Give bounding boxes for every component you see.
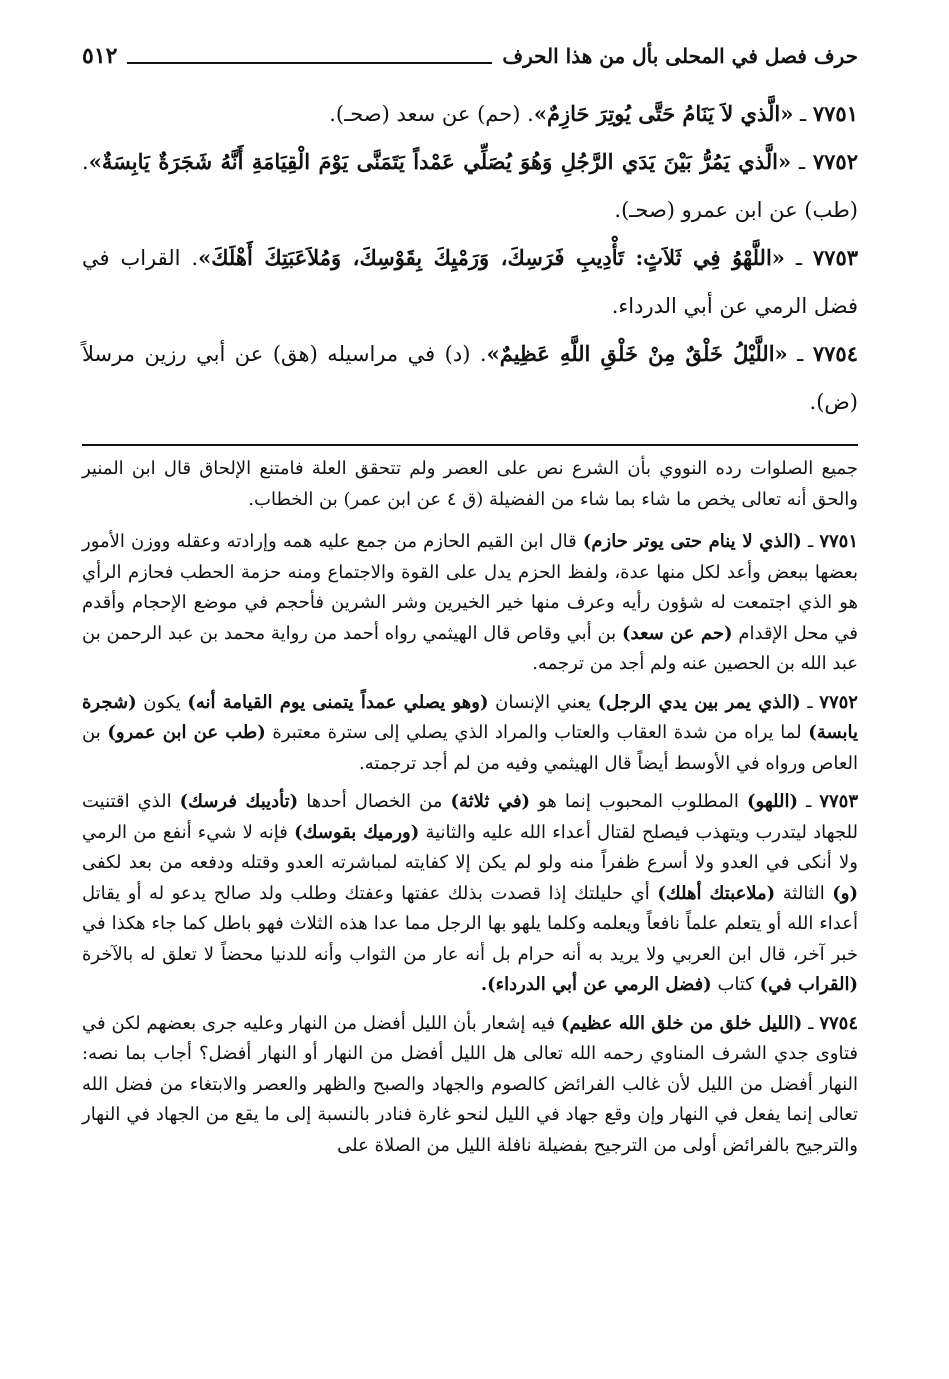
commentary-number: ٧٧٥٤	[819, 1012, 858, 1034]
commentary	[82, 454, 858, 1161]
hadith-text: «اللَّهْوُ فِي ثَلاَثٍ: تَأْدِيبِ فَرَسِكَ، وَرَمْيِكَ بِقَوْسِكَ، وَمُلاَعَبَتِكَ أَهْلَكَ»	[198, 245, 785, 270]
commentary-quote: (وهو يصلي عمداً يتمنى يوم القيامة أنه)	[187, 691, 489, 713]
running-title: حرف فصل في المحلى بأل من هذا الحرف	[502, 44, 858, 68]
hadith-text: «الَّذي يَمُرُّ بَيْنَ يَدَي الرَّجُلِ وَهُوَ يُصَلِّي عَمْداً يَتَمَنَّى يَوْمَ الْقِيَامَةِ أَنَّهُ شَجَرَةٌ يَابِسَةٌ»	[88, 149, 792, 174]
commentary-quote: (ورميك بقوسك)	[294, 821, 420, 843]
commentary-body: فيه إشعار بأن الليل أفضل من النهار وعليه جرى بعضهم لكن في فتاوى جدي الشرف المناوي رحمه الله تعالى هل الليل أفضل من النهار أو النهار أفضل؟ أجاب بما نصه: النهار أفضل من الليل لأن غالب الفرائض كالصوم والجهاد والصبح والظهر والعصر والابتغاء من فضل الله تعالى إنما يفعل في النهار وإن وقع جهاد في الليل لنحو غارة فنادر بالنسبة إلى ما يقع من الجهاد في النهار والترجيح بالفرائض أولى من الترجيح بفضيلة نافلة الليل من الصلاة على	[82, 1012, 859, 1156]
commentary-7751: ٧٧٥١ ـ (الذي لا ينام حتى يوتر حازم) قال ابن القيم الحازم من جمع عليه همه وإرادته وعقله ووزن الأمور بعضها ببعض وأعد لكل منها عدة، ولفظ الحزم يدل على القوة والاجتماع ومنه حزمة الحطب فحازم الرأي هو الذي اجتمعت له شؤون رأيه وعرف منها خير الخيرين وشر الشرين فأحجم في موضع الإحجام وأقدم في محل الإقدام (حم عن سعد) بن أبي وقاص قال الهيثمي رواه أحمد من رواية محمد بن عبد الرحمن بن عبد الله بن الحصين عنه ولم أجد من ترجمه.	[82, 531, 858, 674]
commentary-7753: ٧٧٥٣ ـ (اللهو) المطلوب المحبوب إنما هو (في ثلاثة) من الخصال أحدها (تأديبك فرسك) الذي اقتنيت للجهاد ليتدرب ويتهذب فيصلح لقتال أعداء الله عليه والثانية (ورميك بقوسك) فإنه لا شيء أنفع من الرمي ولا أنكى في العدو ولا أسرع ظفراً منه ولو لم يكن إلا كفايته لمباشرته العدو وقتله ودفعه من بعد لكفى (و) الثالثة (ملاعبتك أهلك) أي حليلتك إذا قصدت بذلك عفتها وعفتك وطلب ولد صالح يدعو له أو يقاتل أعداء الله أو يتعلم علماً نافعاً ويعلمه وكلما يلهو بها الرجل مما عدا هذه الثلاث فهو باطل كما جاء هكذا في خبر آخر، قال ابن العربي ولا يريد به أنه حرام بل أنه عار من الثواب وأنه للدنيا محضاً لا تعلق له بالآخرة (القراب في) كتاب (فضل الرمي عن أبي الدرداء).	[82, 791, 858, 995]
commentary-body: يكون	[143, 691, 181, 713]
commentary-7752: ٧٧٥٢ ـ (الذي يمر بين يدي الرجل) يعني الإنسان (وهو يصلي عمداً يتمنى يوم القيامة أنه) يكون (شجرة يابسة) لما يراه من شدة العقاب والعتاب والمراد الذي يصلي إلى سترة معتبرة (طب عن ابن عمرو) بن العاص ورواه في الأوسط أيضاً قال الهيثمي وفيه من لم أجد ترجمته.	[82, 691, 859, 774]
hadith-source: (حم) عن سعد (صحـ).	[329, 102, 521, 126]
commentary-body: يعني الإنسان	[495, 691, 591, 713]
commentary-quote: (تأديبك فرسك)	[179, 791, 299, 812]
commentary-number: ٧٧٥١	[819, 531, 858, 552]
commentary-reference: (حم عن سعد)	[622, 622, 733, 644]
hadith-text: «الَّذي لاَ يَنَامُ حَتَّى يُوتِرَ حَازِمٌ»	[533, 101, 794, 126]
commentary-body: الذي اقتنيت للجهاد ليتدرب ويتهذب فيصلح لقتال أعداء الله عليه والثانية	[82, 791, 858, 843]
hadith-source: القراب في فضل الرمي عن أبي الدرداء.	[82, 246, 858, 318]
commentary-7754: ٧٧٥٤ ـ (الليل خلق من خلق الله عظيم) فيه إشعار بأن الليل أفضل من النهار وعليه جرى بعضهم لكن في فتاوى جدي الشرف المناوي رحمه الله تعالى هل الليل أفضل من النهار أو النهار أفضل؟ أجاب بما نصه: النهار أفضل من الليل لأن غالب الفرائض كالصوم والجهاد والصبح والظهر والعصر والابتغاء من فضل الله تعالى إنما يفعل في النهار وإن وقع جهاد في الليل لنحو غارة فنادر بالنسبة إلى ما يقع من الجهاد في النهار والترجيح بالفرائض أولى من الترجيح بفضيلة نافلة الليل من الصلاة على	[82, 1012, 859, 1156]
commentary-body: كتاب	[717, 974, 754, 995]
hadith-number: ٧٧٥٢	[812, 149, 858, 174]
commentary-body: بن أبي وقاص قال الهيثمي رواه أحمد من رواية محمد بن عبد الرحمن بن عبد الله بن الحصين عنه ولم أجد من ترجمه.	[82, 622, 858, 674]
commentary-number: ٧٧٥٢	[819, 691, 858, 713]
commentary-quote: (شجرة يابسة)	[82, 691, 859, 743]
commentary-body: بن العاص ورواه في الأوسط أيضاً قال الهيثمي وفيه من لم أجد ترجمته.	[82, 722, 858, 774]
commentary-quote: (الليل خلق من خلق الله عظيم)	[561, 1012, 803, 1034]
hadith-source: (طب) عن ابن عمرو (صحـ).	[614, 198, 858, 222]
hadith-7752: ٧٧٥٢ ـ «الَّذي يَمُرُّ بَيْنَ يَدَي الرَّجُلِ وَهُوَ يُصَلِّي عَمْداً يَتَمَنَّى يَوْمَ الْقِيَامَةِ أَنَّهُ شَجَرَةٌ يَابِسَةٌ». (طب) عن ابن عمرو (صحـ).	[82, 149, 858, 222]
commentary-body: قال ابن القيم الحازم من جمع عليه همه وإرادته وعقله ووزن الأمور بعضها ببعض وأعد لكل منها عدة، ولفظ الحزم يدل على القوة والاجتماع ومنه حزمة الحطب فحازم الرأي هو الذي اجتمعت له شؤون رأيه وعرف منها خير الخيرين وشر الشرين فأحجم في موضع الإحجام وأقدم في محل الإقدام	[82, 531, 858, 644]
commentary-reference: (طب عن ابن عمرو)	[107, 722, 266, 743]
hadith-7751: ٧٧٥١ ـ «الَّذي لاَ يَنَامُ حَتَّى يُوتِرَ حَازِمٌ». (حم) عن سعد (صحـ).	[329, 101, 858, 126]
commentary-quote: (اللهو)	[746, 791, 799, 812]
commentary-quote: (في ثلاثة)	[450, 791, 531, 812]
commentary-body: فإنه لا شيء أنفع من الرمي ولا أنكى في العدو ولا أسرع ظفراً منه ولو لم يكن إلا كفايته لمباشرته العدو وقتله ودفعه من بعد لكفى	[82, 821, 858, 873]
hadith-list	[82, 90, 858, 426]
page-header	[82, 36, 858, 76]
book-page	[82, 36, 858, 1356]
footnote-separator	[82, 444, 858, 446]
commentary-body: المطلوب المحبوب إنما هو	[538, 791, 739, 812]
hadith-number: ٧٧٥٣	[812, 245, 859, 270]
commentary-reference: (فضل الرمي عن أبي الدرداء).	[480, 974, 712, 995]
header-rule	[127, 62, 492, 64]
commentary-body: لما يراه من شدة العقاب والعتاب والمراد الذي يصلي إلى سترة معتبرة	[272, 722, 802, 743]
commentary-body: أي حليلتك إذا قصدت بذلك عفتها وعفتك وطلب ولد صالح يدعو له أو يقاتل أعداء الله أو يتعلم علماً نافعاً ويعلمه وكلما يلهو بها الرجل مما عدا هذه الثلاث فهو باطل كما جاء هكذا في خبر آخر، قال ابن العربي ولا يريد به أنه حرام بل أنه عار من الثواب وأنه للدنيا محضاً لا تعلق له بالآخرة	[82, 882, 858, 965]
commentary-quote: (الذي يمر بين يدي الرجل)	[597, 691, 801, 713]
commentary-number: ٧٧٥٣	[819, 791, 858, 812]
commentary-quote: (و)	[832, 882, 858, 904]
commentary-body: من الخصال أحدها	[306, 791, 443, 812]
page-number: ٥١٢	[82, 43, 118, 69]
hadith-number: ٧٧٥٤	[812, 341, 858, 366]
commentary-body: الثالثة	[782, 882, 825, 904]
commentary-quote: (الذي لا ينام حتى يوتر حازم)	[582, 531, 802, 552]
hadith-7754: ٧٧٥٤ ـ «اللَّيْلُ خَلْقٌ مِنْ خَلْقِ اللَّهِ عَظِيمٌ». (د) في مراسيله (هق) عن أبي رزين مرسلاً (ض).	[82, 341, 858, 414]
commentary-quote: (ملاعبتك أهلك)	[657, 882, 776, 904]
hadith-number: ٧٧٥١	[812, 101, 858, 126]
hadith-text: «اللَّيْلُ خَلْقٌ مِنْ خَلْقِ اللَّهِ عَظِيمٌ»	[486, 341, 788, 366]
hadith-source: (د) في مراسيله (هق) عن أبي رزين مرسلاً (ض).	[82, 342, 858, 414]
commentary-reference: (القراب في)	[759, 974, 858, 995]
hadith-7753: ٧٧٥٣ ـ «اللَّهْوُ فِي ثَلاَثٍ: تَأْدِيبِ فَرَسِكَ، وَرَمْيِكَ بِقَوْسِكَ، وَمُلاَعَبَتِكَ أَهْلَكَ». القراب في فضل الرمي عن أبي الدرداء.	[82, 245, 859, 318]
commentary-continuation: جميع الصلوات رده النووي بأن الشرع نص على العصر ولم تتحقق العلة فامتنع الإلحاق قال ابن المنير والحق أنه تعالى يخص ما شاء بما شاء من الفضيلة (ق ٤ عن ابن عمر) بن الخطاب.	[82, 458, 858, 510]
